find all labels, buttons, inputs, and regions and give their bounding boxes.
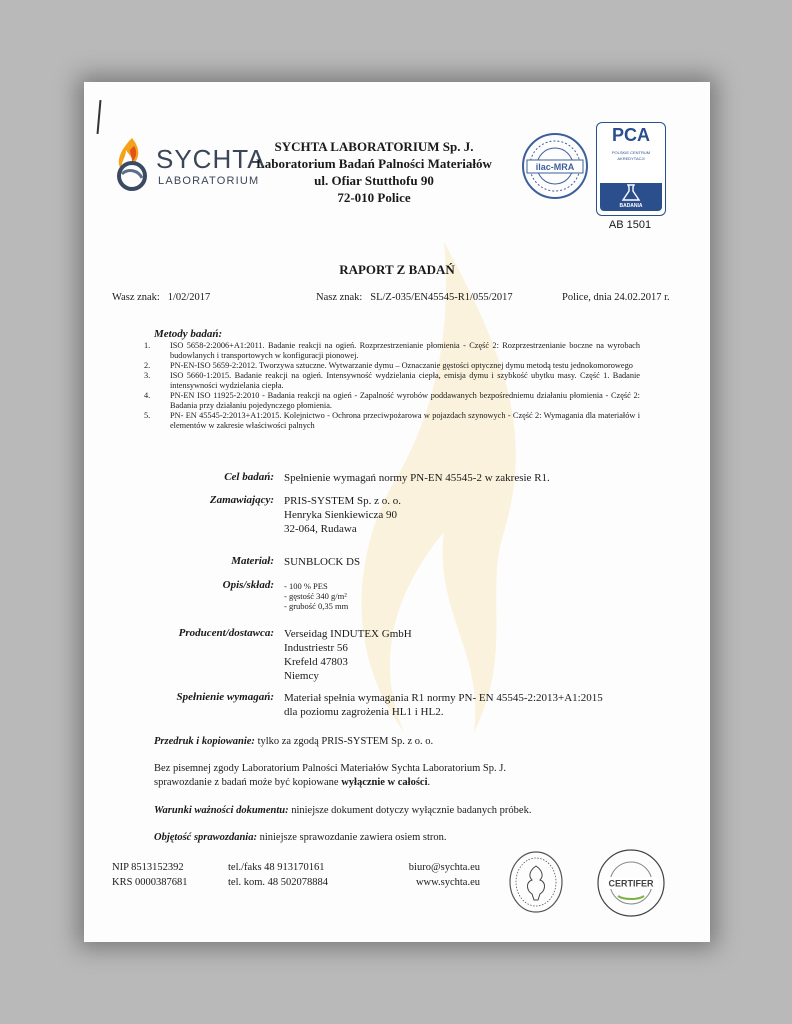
client-line: 32-064, Rudawa <box>284 523 357 535</box>
material-label: Materiał: <box>231 555 274 567</box>
goal-label: Cel badań: <box>224 471 274 483</box>
producer-value <box>284 627 412 683</box>
method-num: 5. <box>144 411 151 420</box>
consent-line-1: Bez pisemnej zgody Laboratorium Palności Materiałów Sychta Laboratorium Sp. J. <box>154 763 506 774</box>
requirements-line: Materiał spełnia wymagania R1 normy PN- EN 45545-2:2013+A1:2015 <box>284 692 603 704</box>
validity-paragraph <box>154 804 531 818</box>
requirements-label: Spełnienie wymagań: <box>176 691 274 703</box>
requirements-value <box>284 691 603 719</box>
method-num: 1. <box>144 341 151 350</box>
our-ref <box>316 292 513 303</box>
footer-email[interactable]: biuro@sychta.eu <box>408 862 480 873</box>
place-date: Police, dnia 24.02.2017 r. <box>562 292 670 303</box>
client-label: Zamawiający: <box>209 494 274 506</box>
footer-nip: NIP 8513152392 <box>112 862 184 873</box>
pca-badge-panel <box>600 183 662 211</box>
method-text: PN-EN ISO 11925-2:2010 - Badania reakcji na ogień - Zapalność wyrobów poddawanych bezpośredniemu działaniu płomienia - Część 2: Badania przy działaniu pojedynczego płomienia. <box>170 391 640 410</box>
pca-title: PCA <box>611 125 650 145</box>
client-line: Henryka Sienkiewicza 90 <box>284 509 398 521</box>
your-ref <box>112 292 210 303</box>
method-text: PN-EN-ISO 5659-2:2012. Tworzywa sztuczne. Wytwarzanie dymu – Oznaczanie gęstości optycznej dymu metodą testu jednokomorowego <box>170 361 633 370</box>
producer-label: Producent/dostawca: <box>178 627 274 639</box>
method-num: 4. <box>144 391 151 400</box>
footer-registration <box>112 860 188 890</box>
sychta-logo <box>110 134 266 194</box>
methods-title: Metody badań: <box>154 328 223 340</box>
flask-icon <box>621 184 641 202</box>
method-item <box>144 341 640 361</box>
footer-www[interactable]: www.sychta.eu <box>415 877 480 888</box>
header-line-1: SYCHTA LABORATORIUM Sp. J. <box>274 139 474 154</box>
copy-label: Przedruk i kopiowanie: <box>154 736 255 747</box>
certifer-seal-icon <box>596 848 666 918</box>
requirements-line: dla poziomu zagrożenia HL1 i HL2. <box>284 706 444 718</box>
footer-tel-kom: tel. kom. 48 502078884 <box>228 877 329 888</box>
consent-paragraph <box>154 762 506 790</box>
method-item <box>144 391 640 411</box>
ilac-mra-seal-icon <box>521 132 589 200</box>
header-line-3: ul. Ofiar Stutthofu 90 <box>314 173 434 188</box>
report-page <box>84 82 710 942</box>
validity-text: niniejsze dokument dotyczy wyłącznie badanych próbek. <box>288 805 532 816</box>
method-text: ISO 5658-2:2006+A1:2011. Badanie reakcji na ogień. Rozprzestrzenianie płomienia - Część 2: Rozprzestrzenianie boczne na wyrobach budowlanych i transportowych w konfiguracji pionowej. <box>170 341 640 360</box>
pca-line-1: POLSKIE CENTRUM <box>611 150 651 155</box>
volume-label: Objętość sprawozdania: <box>154 832 257 843</box>
consent-line-2 <box>154 776 506 790</box>
pca-badge-text: BADANIA <box>619 203 643 209</box>
footer-contact <box>390 860 480 890</box>
consent-emphasis: wyłącznie w całości <box>341 777 428 788</box>
composition-line: - 100 % PES <box>284 581 328 591</box>
your-ref-label: Wasz znak: <box>112 292 160 303</box>
validity-label: Warunki ważności dokumentu: <box>154 805 289 816</box>
header-line-4: 72-010 Police <box>337 190 411 205</box>
producer-line: Verseidag INDUTEX GmbH <box>284 628 412 640</box>
composition-line: - gęstość 340 g/m² <box>284 591 347 601</box>
footer-phones <box>228 860 328 890</box>
material-value: SUNBLOCK DS <box>284 556 361 568</box>
ab-number: AB 1501 <box>608 219 652 231</box>
producer-line: Industriestr 56 <box>284 642 348 654</box>
footer-krs: KRS 0000387681 <box>112 877 188 888</box>
client-line: PRIS-SYSTEM Sp. z o. o. <box>284 495 402 507</box>
eagle-seal-icon <box>508 850 564 914</box>
client-value <box>284 494 401 536</box>
footer-tel-fax: tel./faks 48 913170161 <box>228 862 325 873</box>
logo-word: SYCHTA <box>156 144 266 174</box>
our-ref-value: SL/Z-035/EN45545-R1/055/2017 <box>370 292 513 303</box>
header-line-2: Laboratorium Badań Palności Materiałów <box>256 156 492 171</box>
certifer-label: CERTIFER <box>608 878 654 889</box>
method-item <box>144 361 640 371</box>
producer-line: Krefeld 47803 <box>284 656 348 668</box>
goal-value: Spełnienie wymagań normy PN-EN 45545-2 w zakresie R1. <box>284 472 550 484</box>
lab-header <box>234 138 514 206</box>
methods-list <box>144 341 640 431</box>
pca-line-2: AKREDYTACJI <box>617 156 645 161</box>
flame-logo-icon <box>110 134 156 194</box>
volume-text: niniejsze sprawozdanie zawiera osiem stron. <box>256 832 447 843</box>
volume-paragraph <box>154 831 446 845</box>
your-ref-value: 1/02/2017 <box>167 292 211 303</box>
method-num: 2. <box>144 361 151 370</box>
copy-text: tylko za zgodą PRIS-SYSTEM Sp. z o. o. <box>254 736 434 747</box>
method-num: 3. <box>144 371 151 380</box>
composition-line: - grubość 0,35 mm <box>284 601 349 611</box>
margin-pen-mark <box>97 100 102 134</box>
method-item <box>144 371 640 391</box>
producer-line: Niemcy <box>284 670 319 682</box>
logo-sub: LABORATORIUM <box>158 175 260 187</box>
our-ref-label: Nasz znak: <box>316 292 363 303</box>
method-item <box>144 411 640 431</box>
pca-badge <box>596 122 666 216</box>
composition-label: Opis/skład: <box>222 579 274 591</box>
composition-value <box>284 581 348 611</box>
ilac-label: ilac-MRA <box>535 162 575 172</box>
consent-end: . <box>427 777 431 788</box>
consent-text: sprawozdanie z badań może być kopiowane <box>154 777 342 788</box>
method-text: ISO 5660-1:2015. Badanie reakcji na ogień. Intensywność wydzielania ciepła, emisja dymu i szybkość ubytku masy. Część 1. Badanie intensywności wydzielania ciepła. <box>170 371 640 390</box>
report-title: RAPORT Z BADAŃ <box>339 262 455 277</box>
method-text: PN- EN 45545-2:2013+A1:2015. Kolejnictwo - Ochrona przeciwpożarowa w pojazdach szynowych - Część 2: Wymagania dla materiałów i elementów w zakresie właściwości palnych <box>170 411 640 430</box>
copy-paragraph <box>154 735 433 749</box>
